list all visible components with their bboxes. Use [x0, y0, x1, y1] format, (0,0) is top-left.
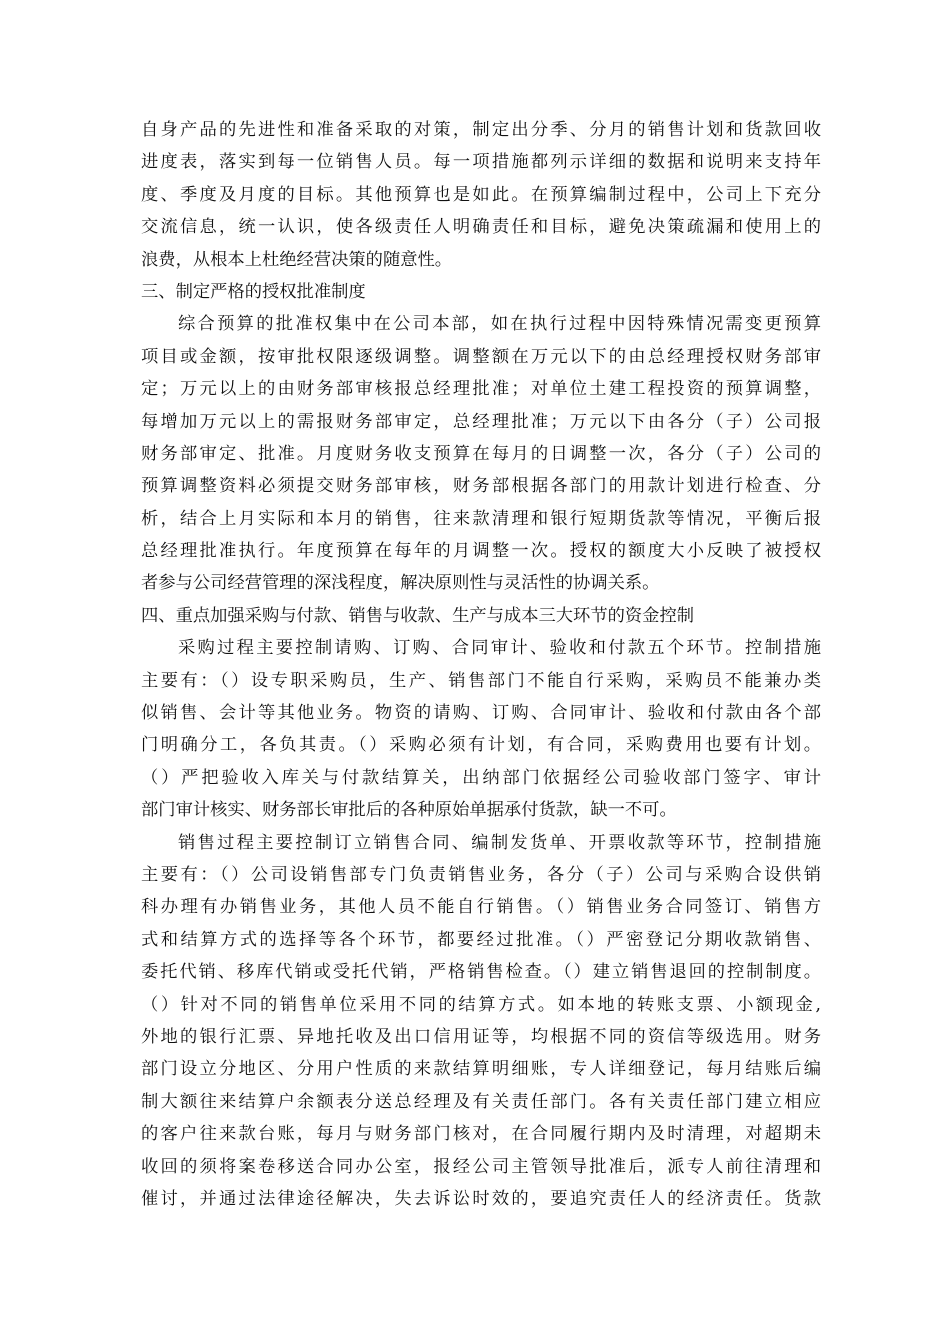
- text-line: 门明确分工，各负其责。（）采购必须有计划，有合同，采购费用也要有计划。: [141, 735, 821, 756]
- text-line: 综合预算的批准权集中在公司本部，如在执行过程中因特殊情况需变更预算: [178, 314, 821, 335]
- text-line: 销售过程主要控制订立销售合同、编制发货单、开票收款等环节，控制措施: [178, 832, 821, 853]
- text-line: 总经理批准执行。年度预算在每年的月调整一次。授权的额度大小反映了被授权: [141, 541, 821, 562]
- section-heading: 四、重点加强采购与付款、销售与收款、生产与成本三大环节的资金控制: [141, 605, 695, 626]
- text-line: 主要有：（）设专职采购员，生产、销售部门不能自行采购，采购员不能兼办类: [141, 670, 821, 691]
- text-line: 交流信息，统一认识，使各级责任人明确责任和目标，避免决策疏漏和使用上的: [141, 217, 821, 238]
- text-line: 采购过程主要控制请购、订购、合同审计、验收和付款五个环节。控制措施: [178, 638, 821, 659]
- text-line: 主要有：（）公司设销售部专门负责销售业务，各分（子）公司与采购合设供销: [141, 864, 821, 885]
- document-body: [141, 114, 821, 1215]
- text-line: 度、季度及月度的目标。其他预算也是如此。在预算编制过程中，公司上下充分: [141, 184, 821, 205]
- text-line: 委托代销、移库代销或受托代销，严格销售检查。（）建立销售退回的控制制度。: [141, 962, 821, 983]
- text-line: 浪费，从根本上杜绝经营决策的随意性。: [141, 249, 453, 270]
- text-line: 收回的须将案卷移送合同办公室，报经公司主管领导批准后，派专人前往清理和: [141, 1156, 821, 1177]
- text-line: 式和结算方式的选择等各个环节，都要经过批准。（）严密登记分期收款销售、: [141, 929, 821, 950]
- text-line: 析，结合上月实际和本月的销售，往来款清理和银行短期货款等情况，平衡后报: [141, 508, 821, 529]
- text-line: 似销售、会计等其他业务。物资的请购、订购、合同审计、验收和付款由各个部: [141, 703, 821, 724]
- text-line: 财务部审定、批准。月度财务收支预算在每月的日调整一次，各分（子）公司的: [141, 443, 821, 464]
- text-line: 催讨，并通过法律途径解决，失去诉讼时效的，要追究责任人的经济责任。货款: [141, 1188, 821, 1209]
- text-line: （）严把验收入库关与付款结算关，出纳部门依据经公司验收部门签字、审计: [141, 767, 821, 788]
- text-line: （）针对不同的销售单位采用不同的结算方式。如本地的转账支票、小额现金,: [141, 994, 821, 1015]
- text-line: 项目或金额，按审批权限逐级调整。调整额在万元以下的由总经理授权财务部审: [141, 346, 821, 367]
- text-line: 制大额往来结算户余额表分送总经理及有关责任部门。各有关责任部门建立相应: [141, 1091, 821, 1112]
- text-line: 每增加万元以上的需报财务部审定，总经理批准；万元以下由各分（子）公司报: [141, 411, 821, 432]
- section-heading: 三、制定严格的授权批准制度: [141, 281, 366, 302]
- text-line: 自身产品的先进性和准备采取的对策，制定出分季、分月的销售计划和货款回收: [141, 120, 821, 140]
- text-line: 部门设立分地区、分用户性质的来款结算明细账，专人详细登记，每月结账后编: [141, 1059, 821, 1080]
- text-line: 部门审计核实、财务部长审批后的各种原始单据承付货款，缺一不可。: [141, 800, 677, 821]
- text-line: 者参与公司经营管理的深浅程度，解决原则性与灵活性的协调关系。: [141, 573, 660, 594]
- text-line: 进度表，落实到每一位销售人员。每一项措施都列示详细的数据和说明来支持年: [141, 152, 821, 173]
- text-line: 的客户往来款台账，每月与财务部门核对，在合同履行期内及时清理，对超期未: [141, 1124, 821, 1145]
- text-line: 预算调整资料必须提交财务部审核，财务部根据各部门的用款计划进行检查、分: [141, 476, 821, 497]
- text-line: 科办理有办销售业务，其他人员不能自行销售。（）销售业务合同签订、销售方: [141, 897, 821, 918]
- text-line: 定；万元以上的由财务部审核报总经理批准；对单位土建工程投资的预算调整，: [141, 379, 821, 400]
- text-line: 外地的银行汇票、异地托收及出口信用证等，均根据不同的资信等级选用。财务: [141, 1026, 821, 1047]
